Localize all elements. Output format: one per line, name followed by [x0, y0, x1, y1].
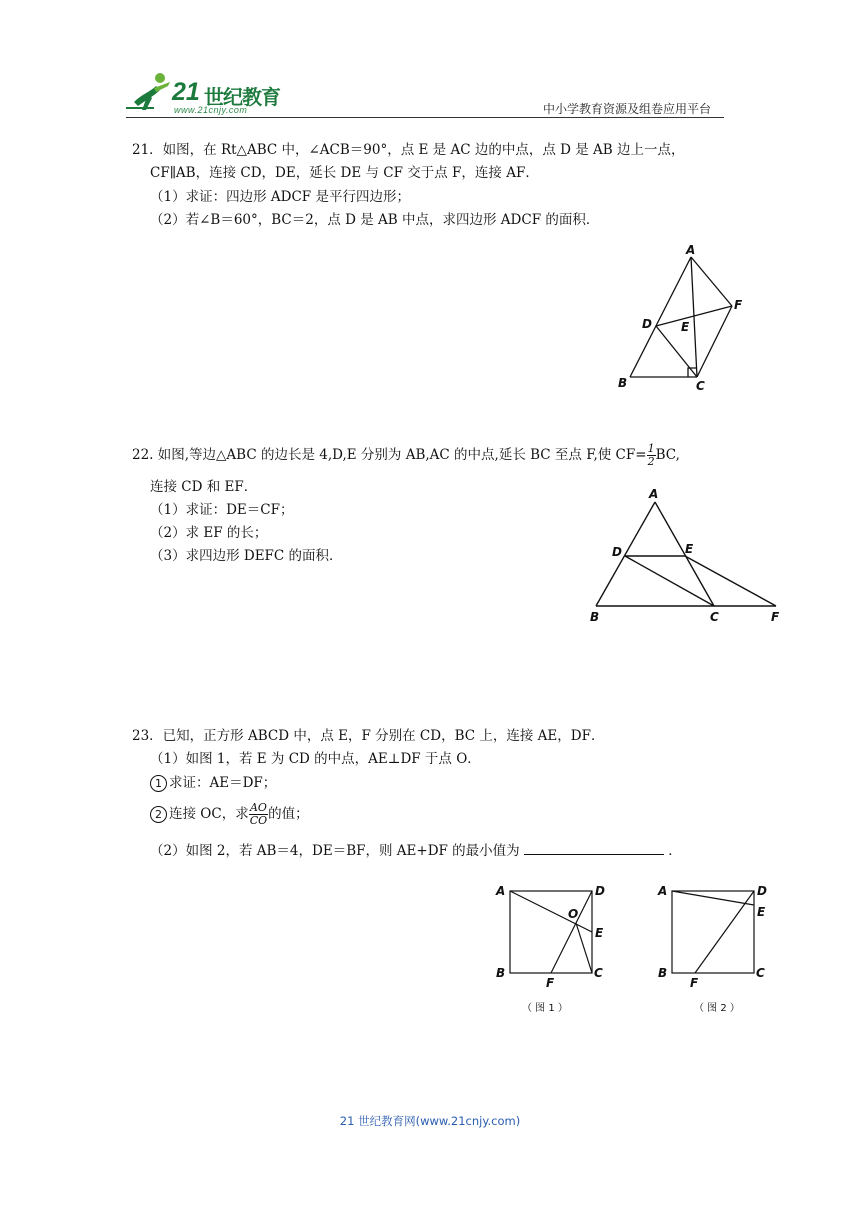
q21-part2: （2）若∠B＝60°，BC＝2，点 D 是 AB 中点，求四边形 ADCF 的面积． [150, 212, 600, 228]
q23-sub2-pre: 连接 OC，求 [169, 806, 249, 822]
q21-label-F: F [734, 298, 743, 312]
q23-fig1-label-B: B [496, 966, 506, 980]
q22-label-C: C [710, 610, 719, 624]
q22-frac-den: 2 [647, 455, 655, 468]
q22-line1-text: 22. 如图,等边△ABC 的边长是 4,D,E 分别为 AB,AC 的中点,延长 BC 至点 F,使 CF= [132, 447, 647, 463]
q23-fig1-label-E: E [595, 926, 604, 940]
q23-figure-2 [654, 876, 779, 1021]
q22-frac-num: 1 [647, 442, 655, 455]
logo-url: www.21cnjy.com [174, 105, 248, 115]
q22-figure [584, 484, 794, 629]
q22-line1 [132, 443, 680, 468]
q23-fig2-label-A: A [658, 884, 668, 898]
q23-figure-1 [492, 876, 617, 1021]
q23-part2-end: ． [668, 843, 682, 859]
q23-part1: （1）如图 1，若 E 为 CD 的中点，AE⊥DF 于点 O． [150, 751, 481, 767]
page-footer[interactable]: 21 世纪教育网(www.21cnjy.com) [339, 1114, 521, 1128]
q21-part1: （1）求证：四边形 ADCF 是平行四边形； [150, 189, 410, 205]
q21-line1: 21．如图，在 Rt△ABC 中，∠ACB＝90°，点 E 是 AC 边的中点，点 D 是 AB 边上一点， [132, 142, 685, 158]
q22-line1-end: BC, [655, 447, 680, 463]
q22-part3: （3）求四边形 DEFC 的面积． [150, 548, 343, 564]
q23-fig1-label-D: D [595, 884, 605, 898]
runner-icon [124, 72, 176, 114]
q21-seg-CF [697, 306, 732, 377]
logo-number: 21 [172, 78, 200, 106]
q23-sub2 [150, 802, 309, 827]
q21-label-E: E [681, 320, 690, 334]
q22-label-F: F [771, 610, 780, 624]
q23-sub2-mark: 2 [150, 806, 167, 823]
q23-fig1-caption: （ 图 1 ） [522, 1003, 568, 1014]
q23-fig2-label-E: E [757, 905, 766, 919]
q23-fig1-square [510, 891, 592, 973]
q22-part2: （2）求 EF 的长； [150, 525, 268, 541]
q23-frac-den: CO [249, 814, 268, 827]
q23-fig2-label-B: B [658, 966, 668, 980]
q21-seg-CD [656, 326, 697, 377]
q21-label-B: B [618, 376, 628, 390]
header-divider [126, 117, 724, 118]
q23-fig2-seg-DF [695, 891, 754, 973]
logo-title: 世纪教育 [204, 85, 280, 109]
q21-label-A: A [686, 243, 696, 257]
q23-fig1-seg-DF [551, 891, 592, 973]
q23-sub1-mark: 1 [150, 775, 167, 792]
q21-label-C: C [696, 379, 705, 393]
q23-sub2-post: 的值； [268, 806, 309, 822]
q22-line2: 连接 CD 和 EF． [150, 479, 258, 495]
q22-fraction [647, 443, 656, 468]
q23-sub1 [150, 772, 276, 794]
q21-label-D: D [642, 317, 652, 331]
q22-label-D: D [612, 545, 622, 559]
q22-seg-CD [625, 556, 714, 606]
answer-blank[interactable] [524, 840, 664, 855]
q23-fig1-label-O: O [568, 907, 579, 921]
q23-fig1-label-C: C [594, 966, 603, 980]
q23-fig1-label-A: A [496, 884, 506, 898]
q23-fig2-seg-AE [672, 891, 754, 905]
q23-fig2-label-F: F [690, 976, 699, 990]
q22-label-E: E [685, 542, 694, 556]
platform-slogan: 中小学教育资源及组卷应用平台 [543, 102, 712, 116]
q23-line1: 23．已知，正方形 ABCD 中，点 E，F 分别在 CD，BC 上，连接 AE，DF． [132, 728, 605, 744]
q23-fig2-caption: （ 图 2 ） [694, 1003, 740, 1014]
q23-fig2-label-C: C [756, 966, 765, 980]
q22-label-B: B [590, 610, 600, 624]
q21-seg-AF [691, 257, 732, 306]
q23-fig2-label-D: D [757, 884, 767, 898]
q21-figure [610, 242, 750, 397]
q23-part2 [150, 840, 682, 862]
q23-fig1-label-F: F [546, 976, 555, 990]
q23-sub1-text: 求证：AE＝DF； [169, 775, 277, 791]
q23-fig1-seg-AE [510, 891, 592, 932]
q23-fraction [249, 802, 268, 827]
q22-seg-EF [685, 556, 776, 606]
logo [124, 70, 294, 118]
q22-part1: （1）求证：DE＝CF； [150, 502, 294, 518]
q23-frac-num: AO [249, 801, 267, 814]
q21-line2: CF∥AB，连接 CD，DE，延长 DE 与 CF 交于点 F，连接 AF． [150, 165, 539, 181]
q23-part2-text: （2）如图 2，若 AB＝4，DE＝BF，则 AE+DF 的最小值为 [150, 843, 520, 859]
q22-seg-AB [596, 502, 655, 606]
q22-label-A: A [649, 487, 659, 501]
